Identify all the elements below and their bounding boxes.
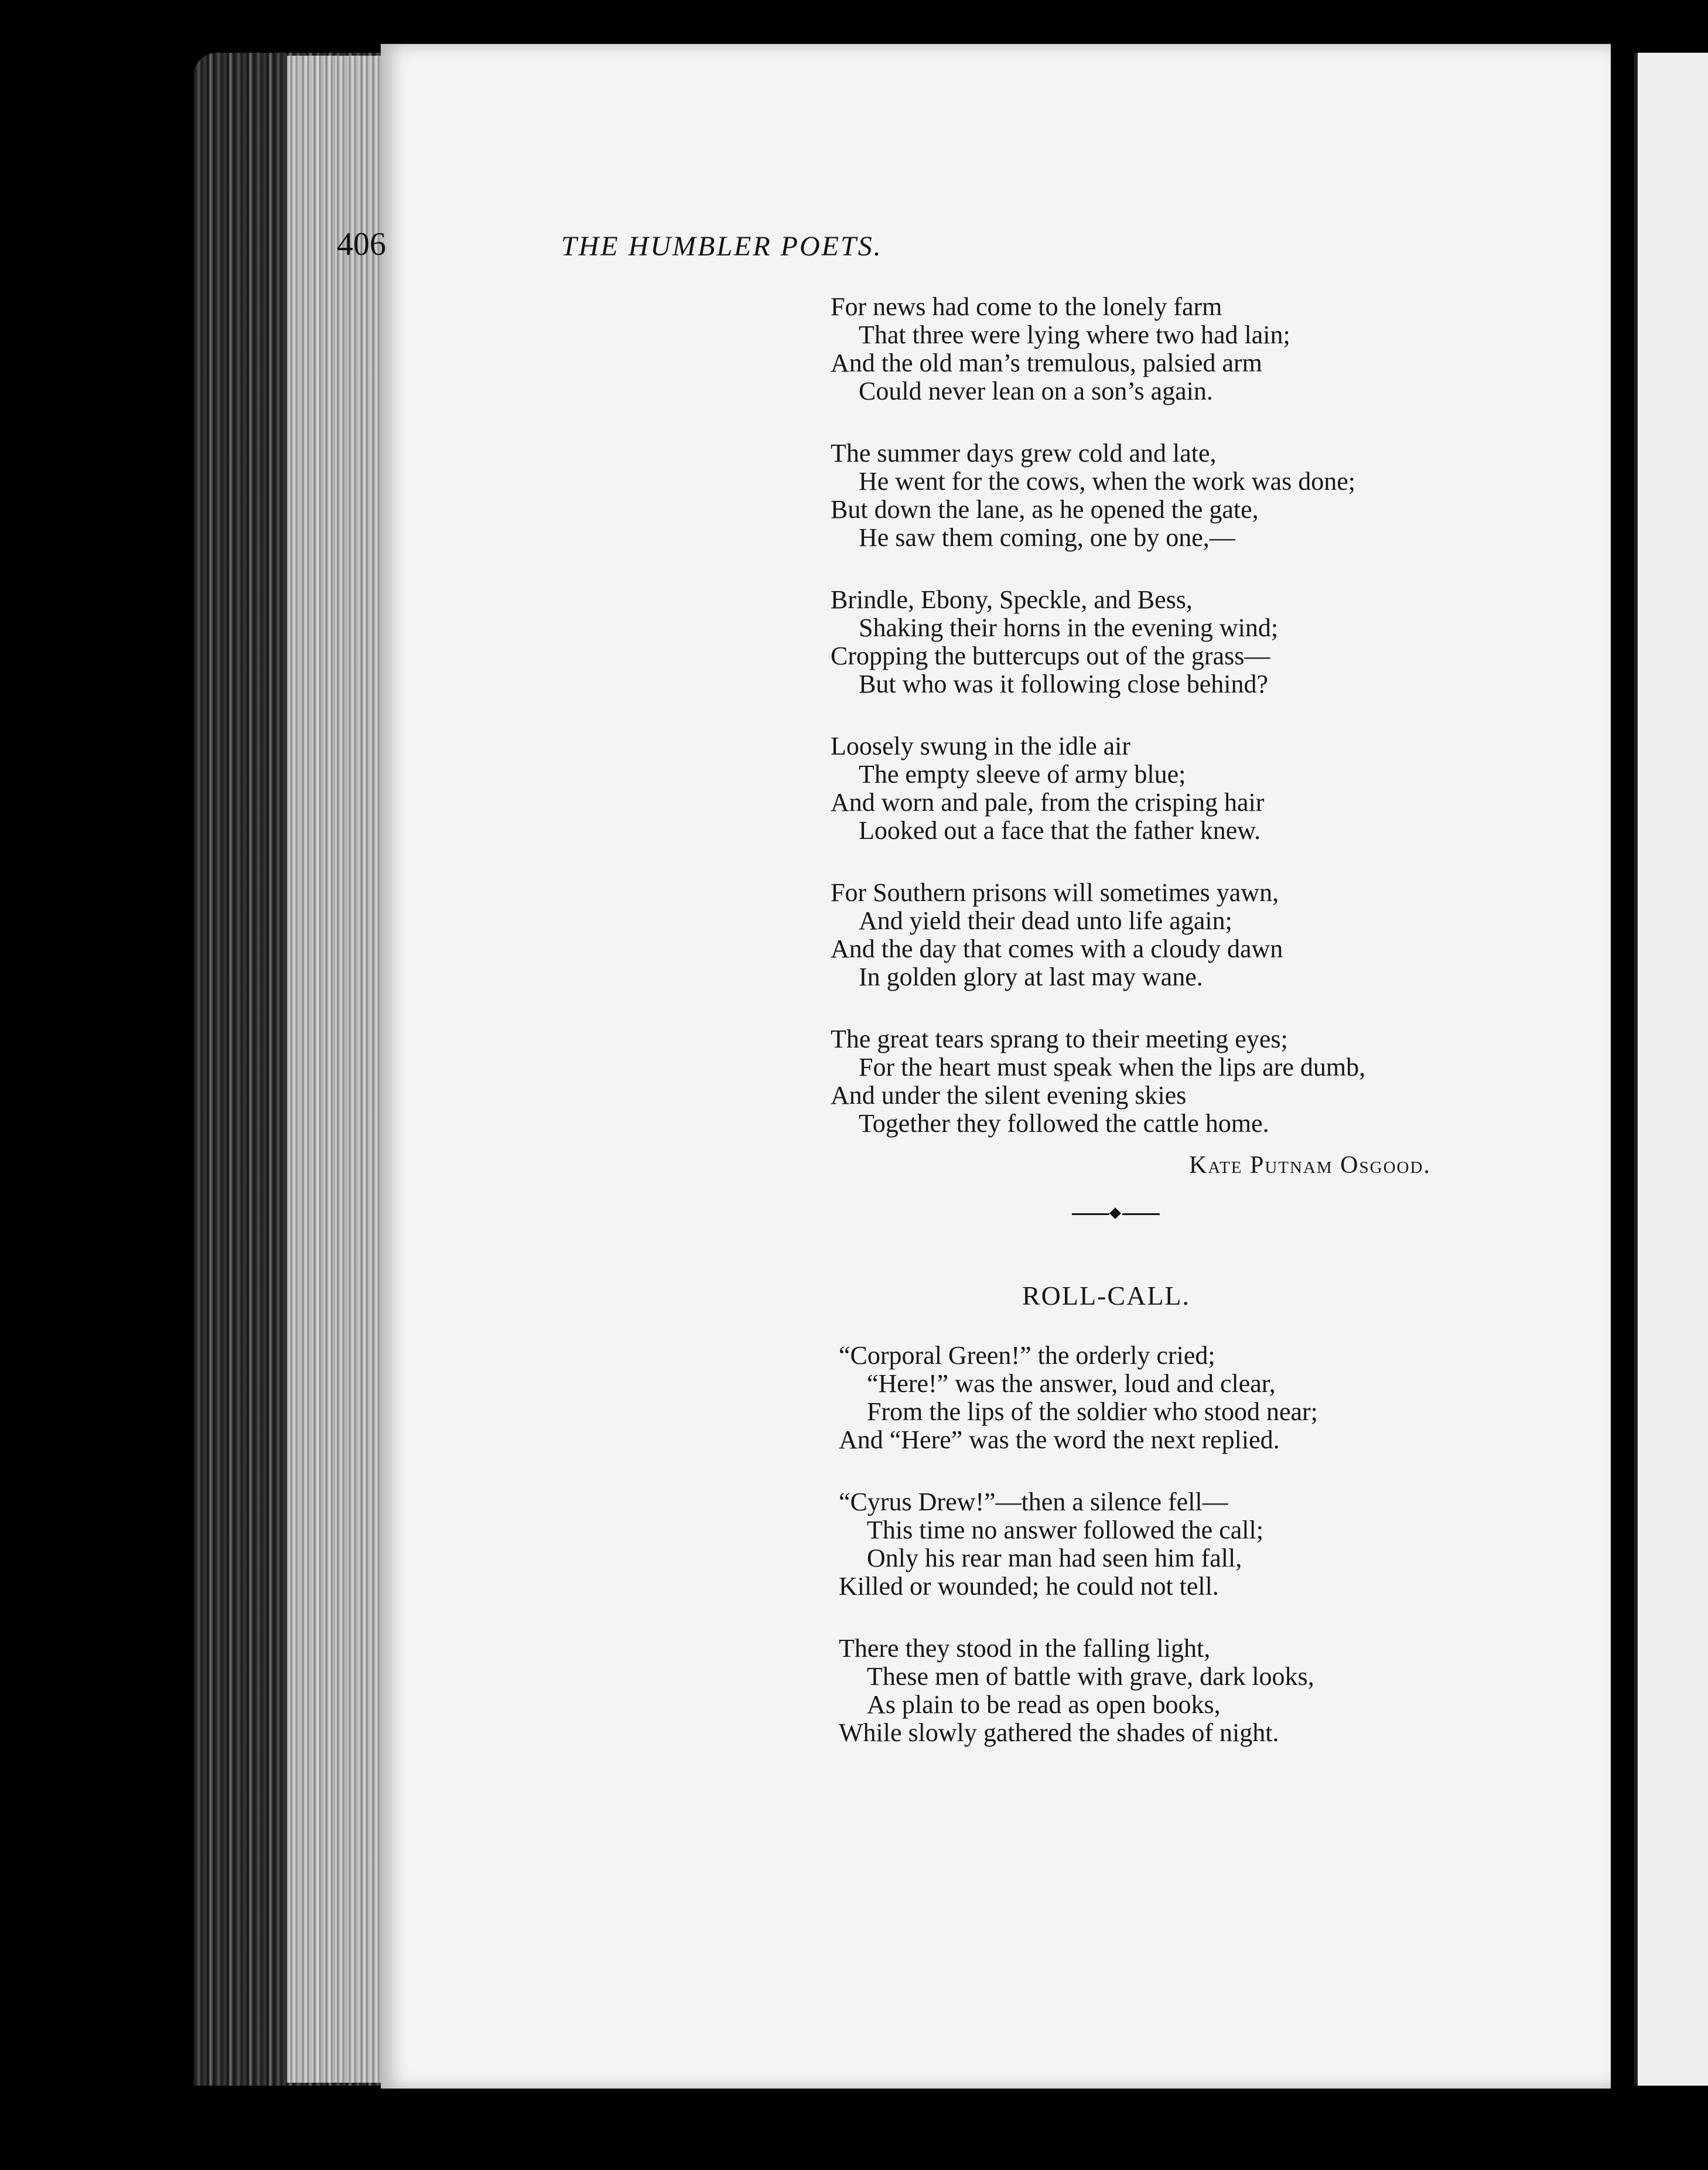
poem-line: “Corporal Green!” the orderly cried; [839,1341,1215,1370]
poem-line: And worn and pale, from the crisping hair [831,788,1265,817]
poem-line: For news had come to the lonely farm [831,292,1222,321]
poem-line: From the lips of the soldier who stood near; [867,1397,1318,1426]
stanza [831,732,1557,845]
stanza [839,1488,1565,1601]
facing-page-edge [1634,53,1708,2086]
section-divider [1072,1208,1160,1220]
poem-line: “Here!” was the answer, loud and clear, [867,1369,1276,1398]
stanza [839,1342,1565,1454]
poem-line: For the heart must speak when the lips are dumb, [859,1053,1366,1081]
page-edges [287,56,381,2083]
poem-line: Killed or wounded; he could not tell. [839,1572,1219,1601]
poem-line: In golden glory at last may wane. [859,963,1203,991]
stanza [831,879,1557,991]
stanza [831,586,1557,698]
poem-line: Only his rear man had seen him fall, [867,1544,1242,1572]
poem-line: Shaking their horns in the evening wind; [859,613,1279,642]
stanza [831,439,1557,552]
poem-line: Looked out a face that the father knew. [859,816,1261,845]
poem-line: And yield their dead unto life again; [859,906,1232,935]
poem-title: ROLL-CALL. [1022,1281,1191,1311]
poem-attribution: Kate Putnam Osgood. [1189,1152,1431,1179]
poem-line: Loosely swung in the idle air [831,732,1131,760]
poem-line: The great tears sprang to their meeting eyes; [831,1025,1288,1053]
stanza [839,1635,1565,1747]
poem-line: “Cyrus Drew!”—then a silence fell— [839,1487,1228,1516]
poem-line: Brindle, Ebony, Speckle, and Bess, [831,585,1193,614]
poem-line: But down the lane, as he opened the gate, [831,495,1259,524]
poem-line: The empty sleeve of army blue; [859,760,1186,789]
poem-line: And the old man’s tremulous, palsied arm [831,349,1262,377]
poem-line: Could never lean on a son’s again. [859,377,1213,405]
poem-line: And under the silent evening skies [831,1081,1187,1110]
poem-line: The summer days grew cold and late, [831,439,1217,468]
poem-line: Cropping the buttercups out of the grass— [831,642,1270,670]
poem-one-body [831,293,1557,1172]
stanza [831,1025,1557,1138]
poem-line: These men of battle with grave, dark looks, [867,1662,1314,1691]
poem-line: But who was it following close behind? [859,670,1269,698]
divider-rule-right [1122,1213,1160,1215]
poem-two-body [839,1342,1565,1781]
poem-line: And “Here” was the word the next replied. [839,1425,1280,1454]
divider-rule-left [1072,1213,1109,1215]
poem-line: And the day that comes with a cloudy dawn [831,934,1283,963]
poem-line: Together they followed the cattle home. [859,1109,1269,1138]
poem-line: This time no answer followed the call; [867,1516,1263,1544]
poem-line: He went for the cows, when the work was done; [859,467,1355,496]
page-number: 406 [337,226,386,262]
poem-line: For Southern prisons will sometimes yawn, [831,878,1279,907]
poem-line: He saw them coming, one by one,— [859,523,1235,552]
poem-line: While slowly gathered the shades of night. [839,1718,1279,1747]
running-title: THE HUMBLER POETS. [561,231,883,262]
poem-line: There they stood in the falling light, [839,1634,1211,1663]
stanza [831,293,1557,405]
divider-diamond-ornament [1109,1207,1121,1219]
poem-line: That three were lying where two had lain; [859,320,1290,349]
poem-line: As plain to be read as open books, [867,1690,1221,1719]
